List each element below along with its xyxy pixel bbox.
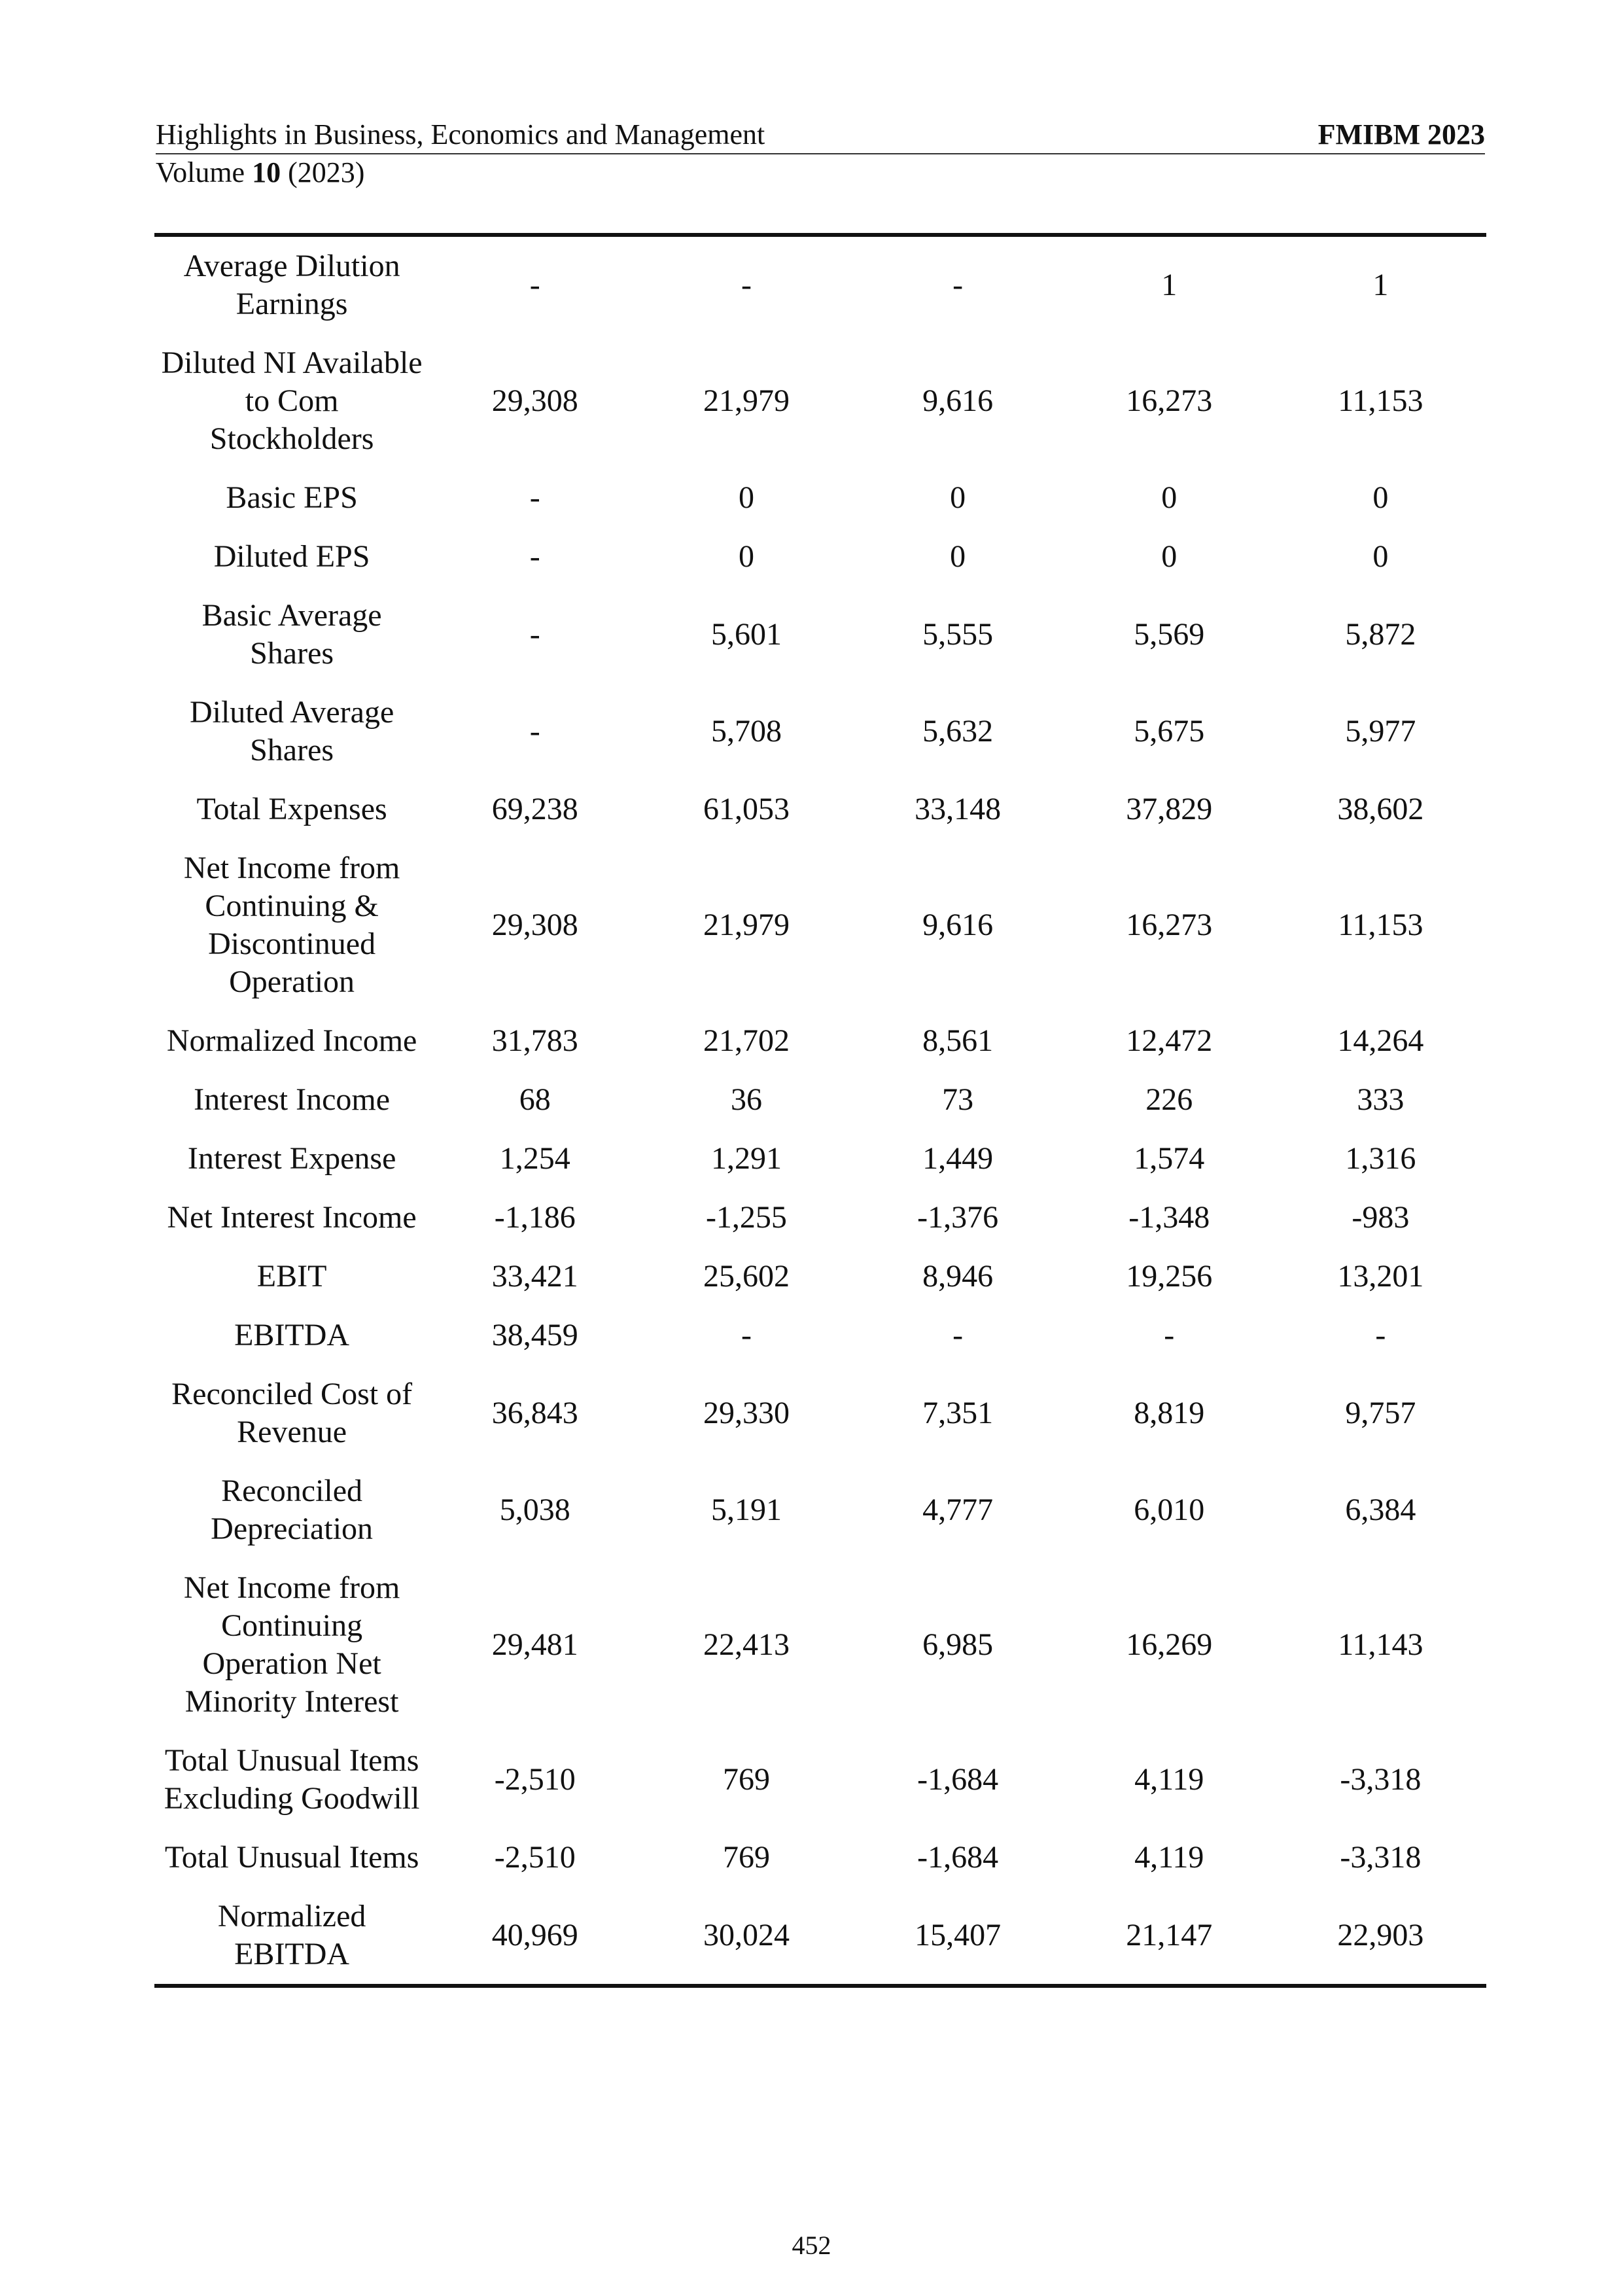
table-cell: -3,318 xyxy=(1340,1840,1422,1875)
table-row xyxy=(154,1070,1486,1129)
table-cell: 37,829 xyxy=(1126,792,1213,826)
table-cell: 12,472 xyxy=(1126,1023,1213,1058)
table-cell: - xyxy=(529,539,540,574)
table-row xyxy=(154,1887,1486,1986)
table-row xyxy=(154,1828,1486,1887)
table-cell: 1,254 xyxy=(499,1141,570,1176)
table-cell: -1,255 xyxy=(705,1200,787,1235)
table-cell: 61,053 xyxy=(703,792,790,826)
table-cell: -1,186 xyxy=(494,1200,576,1235)
financial-data-table xyxy=(154,233,1486,1988)
table-row xyxy=(154,780,1486,839)
table-cell: 21,979 xyxy=(703,383,790,418)
row-label: Total Unusual Items xyxy=(164,1840,419,1875)
table-cell: 11,143 xyxy=(1338,1627,1423,1662)
table-cell: 5,872 xyxy=(1345,617,1416,652)
table-cell: 0 xyxy=(950,480,966,515)
table-row xyxy=(154,1188,1486,1247)
row-label: Net Interest Income xyxy=(167,1200,417,1235)
table-cell: 40,969 xyxy=(491,1918,578,1952)
table-cell: 11,153 xyxy=(1338,383,1423,418)
table-cell: 1,316 xyxy=(1345,1141,1416,1176)
table-cell: - xyxy=(741,1318,752,1352)
table-cell: 33,148 xyxy=(915,792,1002,826)
table-cell: -1,348 xyxy=(1128,1200,1210,1235)
table-cell: 22,903 xyxy=(1337,1918,1424,1952)
table-cell: - xyxy=(529,714,540,749)
table-cell: 6,010 xyxy=(1134,1492,1205,1527)
table-cell: 6,384 xyxy=(1345,1492,1416,1527)
table-cell: 0 xyxy=(1161,539,1178,574)
table-cell: 31,783 xyxy=(491,1023,578,1058)
header-top-line xyxy=(156,116,1485,154)
table-cell: 21,702 xyxy=(703,1023,790,1058)
table-cell: 9,616 xyxy=(922,383,994,418)
table-cell: 21,979 xyxy=(703,908,790,942)
table-cell: 8,946 xyxy=(922,1259,994,1294)
table-cell: - xyxy=(1375,1318,1386,1352)
table-cell: 769 xyxy=(722,1762,770,1797)
table-cell: 16,273 xyxy=(1126,383,1213,418)
journal-title: Highlights in Business, Economics and Management xyxy=(156,118,765,150)
table-cell: 1,449 xyxy=(922,1141,994,1176)
row-label: Normalized Income xyxy=(166,1023,417,1058)
row-label: EBITDA xyxy=(234,1318,350,1352)
table-row xyxy=(154,1129,1486,1188)
table-cell: 8,561 xyxy=(922,1023,994,1058)
table-cell: 5,632 xyxy=(922,714,994,749)
table-cell: 19,256 xyxy=(1126,1259,1213,1294)
row-label: Net Income from Continuing & Discontinued Operation xyxy=(183,851,400,999)
table-cell: 333 xyxy=(1357,1082,1405,1117)
table-cell: 0 xyxy=(1372,480,1389,515)
table-cell: 4,119 xyxy=(1134,1840,1204,1875)
table-cell: 29,330 xyxy=(703,1396,790,1430)
table-cell: 1,574 xyxy=(1134,1141,1205,1176)
table-cell: 5,977 xyxy=(1345,714,1416,749)
table-cell: 0 xyxy=(950,539,966,574)
table-cell: 30,024 xyxy=(703,1918,790,1952)
volume-number: 10 xyxy=(252,156,281,188)
table-row xyxy=(154,1365,1486,1462)
page-number: 452 xyxy=(792,2231,831,2260)
table-row xyxy=(154,1462,1486,1559)
volume-line xyxy=(156,154,1485,191)
table-cell: 5,708 xyxy=(710,714,782,749)
row-label: Reconciled Depreciation xyxy=(211,1474,374,1546)
row-label: Diluted Average Shares xyxy=(189,695,394,768)
table-cell: 0 xyxy=(738,539,754,574)
page-header xyxy=(156,116,1485,191)
volume-year: (2023) xyxy=(288,156,365,188)
table-cell: 1 xyxy=(1372,268,1389,302)
table-cell: 0 xyxy=(1372,539,1389,574)
table-cell: 14,264 xyxy=(1337,1023,1424,1058)
table-cell: 226 xyxy=(1145,1082,1193,1117)
table-cell: 9,757 xyxy=(1345,1396,1416,1430)
table-cell: -1,684 xyxy=(917,1762,999,1797)
table-cell: - xyxy=(1164,1318,1175,1352)
table-row xyxy=(154,1731,1486,1828)
table-row xyxy=(154,683,1486,780)
table-cell: 769 xyxy=(722,1840,770,1875)
table-cell: 29,481 xyxy=(491,1627,578,1662)
table-row xyxy=(154,586,1486,683)
table-cell: 38,459 xyxy=(491,1318,578,1352)
table-cell: -2,510 xyxy=(494,1762,576,1797)
table-cell: 8,819 xyxy=(1134,1396,1205,1430)
table-cell: -3,318 xyxy=(1340,1762,1422,1797)
table-cell: 9,616 xyxy=(922,908,994,942)
table-cell: 16,273 xyxy=(1126,908,1213,942)
table-cell: -1,684 xyxy=(917,1840,999,1875)
table-cell: - xyxy=(529,617,540,652)
table-cell: - xyxy=(952,1318,964,1352)
table-row xyxy=(154,1559,1486,1731)
row-label: Diluted EPS xyxy=(213,539,370,574)
table-row xyxy=(154,235,1486,334)
table-cell: 1,291 xyxy=(710,1141,782,1176)
table-cell: 22,413 xyxy=(703,1627,790,1662)
table-cell: 16,269 xyxy=(1126,1627,1213,1662)
table-cell: 1 xyxy=(1161,268,1178,302)
table-cell: 69,238 xyxy=(491,792,578,826)
table-body xyxy=(154,235,1486,1986)
table-row xyxy=(154,334,1486,468)
table-cell: 4,777 xyxy=(922,1492,994,1527)
row-label: Normalized EBITDA xyxy=(217,1899,366,1971)
table-cell: - xyxy=(529,268,540,302)
row-label: Diluted NI Available to Com Stockholders xyxy=(161,345,423,456)
table-cell: 0 xyxy=(1161,480,1178,515)
row-label: Reconciled Cost of Revenue xyxy=(171,1377,413,1449)
table-cell: 5,191 xyxy=(710,1492,782,1527)
table-cell: 29,308 xyxy=(491,908,578,942)
table-cell: 5,675 xyxy=(1134,714,1205,749)
table-cell: 4,119 xyxy=(1134,1762,1204,1797)
table-cell: 36 xyxy=(730,1082,762,1117)
table-cell: 38,602 xyxy=(1337,792,1424,826)
table-cell: -1,376 xyxy=(917,1200,999,1235)
table-row xyxy=(154,468,1486,527)
row-label: Basic Average Shares xyxy=(201,598,382,671)
conference-name: FMIBM 2023 xyxy=(1318,118,1485,150)
table-cell: 5,601 xyxy=(710,617,782,652)
table-row xyxy=(154,1306,1486,1365)
table-row xyxy=(154,839,1486,1012)
table-cell: 68 xyxy=(519,1082,551,1117)
row-label: Basic EPS xyxy=(226,480,358,515)
table-cell: 11,153 xyxy=(1338,908,1423,942)
table-cell: 25,602 xyxy=(703,1259,790,1294)
table-cell: 5,038 xyxy=(499,1492,570,1527)
row-label: Net Income from Continuing Operation Net Minority Interest xyxy=(183,1570,400,1719)
table-cell: 15,407 xyxy=(915,1918,1002,1952)
table-cell: -2,510 xyxy=(494,1840,576,1875)
table-cell: 13,201 xyxy=(1337,1259,1424,1294)
table-cell: 0 xyxy=(738,480,754,515)
table-cell: - xyxy=(952,268,964,302)
table-cell: 6,985 xyxy=(922,1627,994,1662)
row-label: EBIT xyxy=(256,1259,327,1294)
table-cell: 5,555 xyxy=(922,617,994,652)
table-cell: 36,843 xyxy=(491,1396,578,1430)
table-cell: 21,147 xyxy=(1126,1918,1213,1952)
row-label: Interest Income xyxy=(194,1082,391,1117)
table-row xyxy=(154,1247,1486,1306)
table-cell: 7,351 xyxy=(922,1396,994,1430)
table-row xyxy=(154,527,1486,586)
table-cell: 5,569 xyxy=(1134,617,1205,652)
table-cell: - xyxy=(529,480,540,515)
table-cell: - xyxy=(741,268,752,302)
table-cell: 29,308 xyxy=(491,383,578,418)
table-row xyxy=(154,1012,1486,1070)
table-cell: 73 xyxy=(942,1082,974,1117)
volume-prefix: Volume xyxy=(156,156,245,188)
row-label: Total Expenses xyxy=(196,792,387,826)
row-label: Interest Expense xyxy=(187,1141,396,1176)
row-label: Average Dilution Earnings xyxy=(183,249,400,321)
table-cell: 33,421 xyxy=(491,1259,578,1294)
table-cell: -983 xyxy=(1352,1200,1410,1235)
row-label: Total Unusual Items Excluding Goodwill xyxy=(164,1743,420,1816)
